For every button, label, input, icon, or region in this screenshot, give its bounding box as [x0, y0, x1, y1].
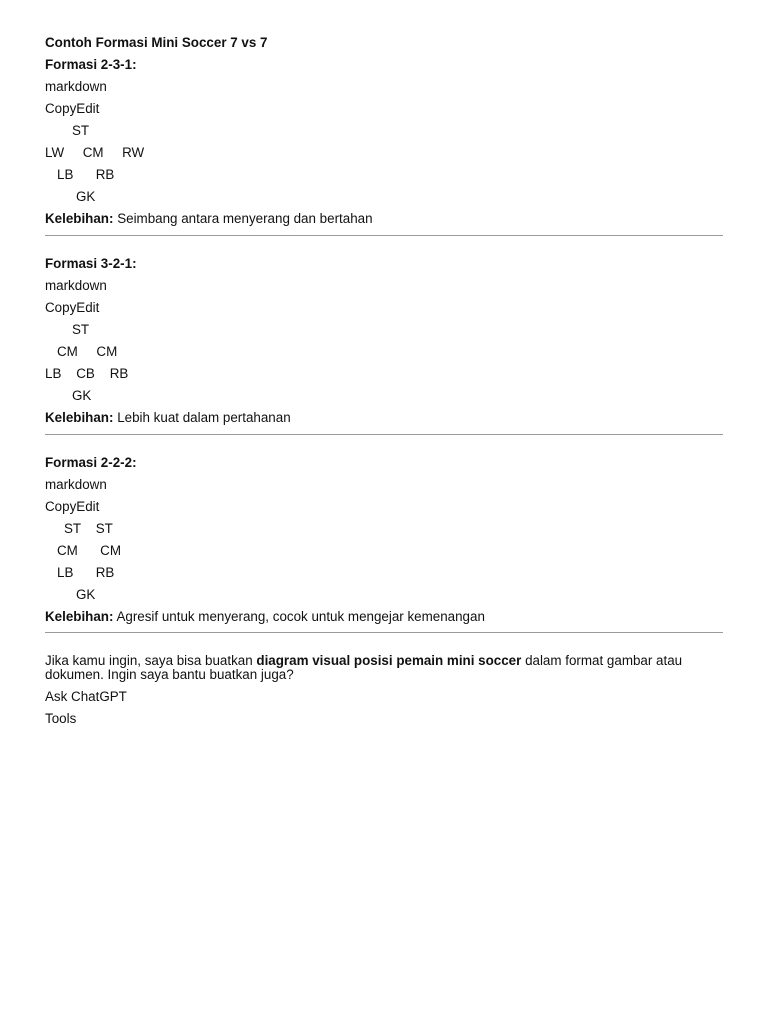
divider — [45, 632, 723, 633]
formation-row: CM CM — [57, 543, 121, 558]
tools-label[interactable]: Tools — [45, 711, 77, 726]
code-language-label: markdown — [45, 278, 107, 293]
advantage-text: Lebih kuat dalam pertahanan — [117, 410, 291, 425]
copy-edit-label[interactable]: CopyEdit — [45, 300, 100, 315]
divider — [45, 434, 723, 435]
advantage-label: Kelebihan: — [45, 609, 114, 624]
code-language-label: markdown — [45, 79, 107, 94]
section-heading: Formasi 3-2-1: — [45, 256, 137, 271]
formation-row: ST — [72, 322, 90, 337]
closing-paragraph — [45, 654, 725, 682]
copy-edit-label[interactable]: CopyEdit — [45, 499, 100, 514]
copy-edit-label[interactable]: CopyEdit — [45, 101, 100, 116]
closing-text: dalam format gambar atau dokumen. Ingin saya bantu buatkan juga? — [45, 653, 683, 682]
advantage-text: Agresif untuk menyerang, cocok untuk mengejar kemenangan — [116, 609, 485, 624]
formation-row: GK — [76, 587, 96, 602]
formation-row: LB RB — [57, 565, 115, 580]
formation-row: CM CM — [57, 344, 118, 359]
advantage-text: Seimbang antara menyerang dan bertahan — [117, 211, 373, 226]
closing-bold-text: diagram visual posisi pemain mini soccer — [256, 653, 522, 668]
closing-text: Jika kamu ingin, saya bisa buatkan — [45, 653, 257, 668]
formation-row: ST — [72, 123, 90, 138]
formation-row: GK — [76, 189, 96, 204]
ask-chatgpt-label[interactable]: Ask ChatGPT — [45, 689, 127, 704]
formation-row: GK — [72, 388, 92, 403]
document-title: Contoh Formasi Mini Soccer 7 vs 7 — [45, 35, 268, 50]
advantage-label: Kelebihan: — [45, 211, 114, 226]
formation-row: LB CB RB — [45, 366, 129, 381]
formation-row: LB RB — [57, 167, 115, 182]
advantage-line — [45, 410, 291, 426]
section-heading: Formasi 2-3-1: — [45, 57, 137, 72]
advantage-label: Kelebihan: — [45, 410, 114, 425]
section-heading: Formasi 2-2-2: — [45, 455, 137, 470]
advantage-line — [45, 211, 373, 227]
divider — [45, 235, 723, 236]
formation-row: LW CM RW — [45, 145, 145, 160]
advantage-line — [45, 609, 485, 625]
formation-row: ST ST — [64, 521, 113, 536]
code-language-label: markdown — [45, 477, 107, 492]
